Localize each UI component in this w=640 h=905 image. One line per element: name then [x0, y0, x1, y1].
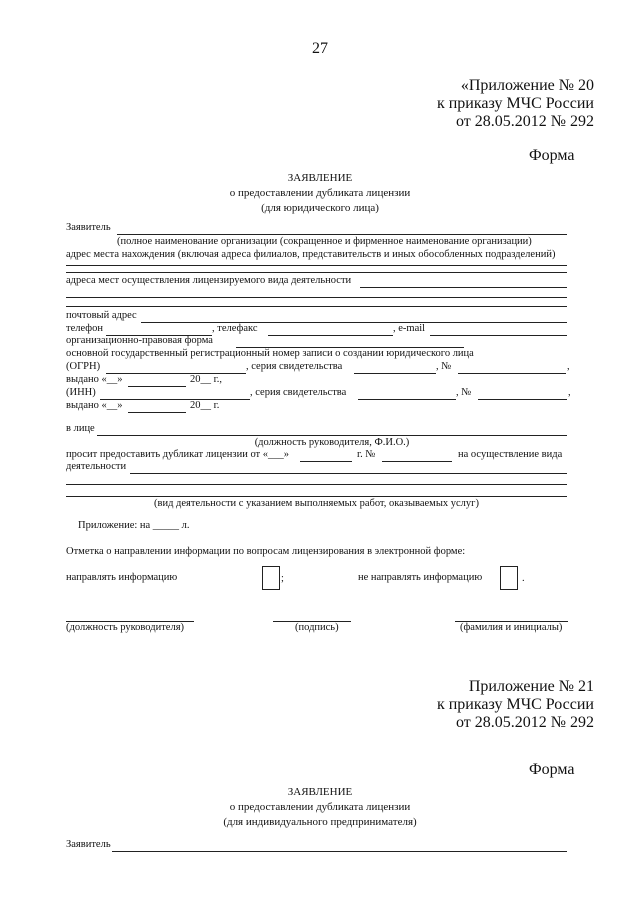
represented-by-label: в лице — [66, 423, 95, 434]
postal-field[interactable] — [141, 322, 567, 323]
inn-issued-label: выдано «__» — [66, 400, 123, 411]
inn-number-label: , № — [456, 387, 472, 398]
appendix-21-form-label: Форма — [529, 761, 575, 778]
ogrn-cert-series-field[interactable] — [354, 373, 436, 374]
phone-label: телефон — [66, 323, 103, 334]
appendix-20-line1: «Приложение № 20 — [460, 77, 594, 94]
applicant-hint: (полное наименование организации (сокращенное и фирменное наименование организации) — [117, 236, 532, 247]
request-activity-label: на осуществление вида — [458, 449, 563, 460]
appendix-20-title: ЗАЯВЛЕНИЕ — [287, 172, 353, 184]
ogrn-label: (ОГРН) — [66, 361, 101, 372]
send-info-checkbox[interactable] — [262, 566, 280, 590]
attachment-label: Приложение: на _____ л. — [78, 520, 190, 531]
appendix-21-applicant-field[interactable] — [112, 851, 567, 852]
appendix-21-line3: от 28.05.2012 № 292 — [455, 714, 594, 731]
appendix-21-title-block — [0, 785, 640, 830]
inn-issued-year: 20__ г. — [190, 400, 220, 411]
activity-field-1[interactable] — [130, 473, 567, 474]
send-info-semicolon: ; — [281, 573, 284, 584]
legal-form-label: организационно-правовая форма — [66, 335, 213, 346]
request-label: просит предоставить дубликат лицензии от «___» — [66, 449, 290, 460]
fax-field[interactable] — [268, 335, 393, 336]
ogrn-number-label: , № — [436, 361, 452, 372]
inn-number-field[interactable] — [478, 399, 567, 400]
request-date-field[interactable] — [300, 461, 352, 462]
activity-hint: (вид деятельности с указанием выполняемых работ, оказываемых услуг) — [154, 498, 479, 509]
electronic-form-note: Отметка о направлении информации по вопросам лицензирования в электронной форме: — [66, 546, 466, 557]
ogrn-description: основной государственный регистрационный номер записи о создании юридического лица — [66, 348, 474, 359]
activity-addresses-field-3[interactable] — [66, 306, 567, 307]
page-number: 27 — [312, 40, 328, 57]
appendix-21-applicant-label: Заявитель — [66, 839, 111, 850]
activity-field-3[interactable] — [66, 496, 567, 497]
applicant-field[interactable] — [117, 234, 567, 235]
activity-addresses-field-2[interactable] — [66, 297, 567, 298]
appendix-21-line2: к приказу МЧС России — [436, 696, 594, 713]
fax-label: , телефакс — [212, 323, 258, 334]
location-field-1[interactable] — [66, 265, 567, 266]
appendix-20-title-block — [0, 171, 640, 216]
ogrn-issued-label: выдано «__» — [66, 374, 123, 385]
ogrn-field[interactable] — [106, 373, 246, 374]
no-send-info-label: не направлять информацию — [358, 572, 483, 583]
ogrn-issued-year: 20__ г., — [190, 374, 222, 385]
inn-label: (ИНН) — [66, 387, 96, 398]
appendix-20-subtitle1: о предоставлении дубликата лицензии — [229, 187, 411, 199]
appendix-21-subtitle2: (для индивидуального предпринимателя) — [223, 816, 417, 828]
appendix-21-header — [437, 678, 594, 732]
inn-cert-series-label: , серия свидетельства — [250, 387, 347, 398]
send-info-label: направлять информацию — [66, 572, 178, 583]
signature-hint: (подпись) — [295, 622, 339, 633]
name-sign-hint: (фамилия и инициалы) — [460, 622, 563, 633]
no-send-info-period: . — [522, 573, 525, 584]
head-hint: (должность руководителя, Ф.И.О.) — [254, 437, 410, 448]
email-label: , e-mail — [393, 323, 426, 334]
appendix-20-subtitle2: (для юридического лица) — [261, 202, 379, 214]
activity-field-2[interactable] — [66, 484, 567, 485]
request-number-field[interactable] — [382, 461, 452, 462]
location-label: адрес места нахождения (включая адреса филиалов, представительств и иных обособленных подразделений) — [66, 249, 556, 260]
appendix-20-header — [437, 77, 594, 131]
appendix-20-form-label: Форма — [529, 147, 575, 164]
appendix-20-line2: к приказу МЧС России — [436, 95, 594, 112]
appendix-21-title: ЗАЯВЛЕНИЕ — [287, 786, 353, 798]
ogrn-number-field[interactable] — [458, 373, 566, 374]
appendix-21-line1: Приложение № 21 — [468, 678, 594, 695]
position-sign-hint: (должность руководителя) — [66, 622, 185, 633]
activity-addresses-field-1[interactable] — [360, 287, 567, 288]
inn-cert-series-field[interactable] — [358, 399, 456, 400]
inn-comma: , — [568, 387, 571, 398]
location-field-2[interactable] — [66, 272, 567, 273]
request-number-label: г. № — [357, 449, 376, 460]
appendix-21-subtitle1: о предоставлении дубликата лицензии — [229, 801, 411, 813]
ogrn-comma: , — [567, 361, 570, 372]
activity-addresses-label: адреса мест осуществления лицензируемого вида деятельности — [66, 275, 352, 286]
ogrn-issued-month-field[interactable] — [128, 386, 186, 387]
appendix-20-line3: от 28.05.2012 № 292 — [455, 113, 594, 130]
represented-by-field[interactable] — [97, 435, 567, 436]
applicant-label: Заявитель — [66, 222, 111, 233]
activity-label: деятельности — [66, 461, 127, 472]
inn-issued-month-field[interactable] — [128, 412, 186, 413]
postal-label: почтовый адрес — [66, 310, 137, 321]
no-send-info-checkbox[interactable] — [500, 566, 518, 590]
email-field[interactable] — [430, 335, 567, 336]
ogrn-cert-series-label: , серия свидетельства — [246, 361, 343, 372]
